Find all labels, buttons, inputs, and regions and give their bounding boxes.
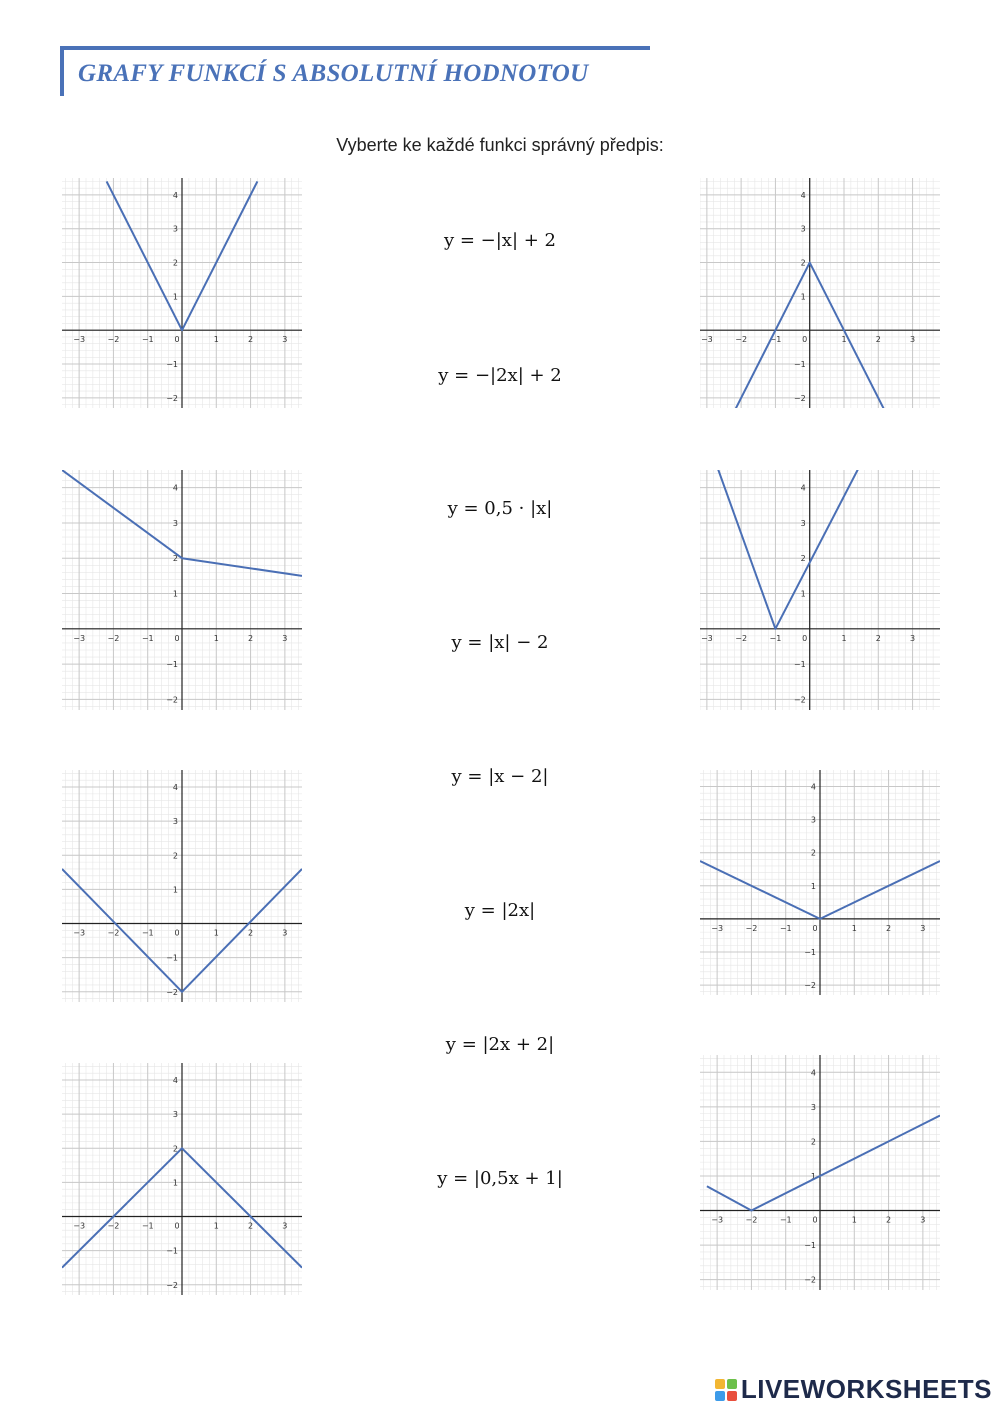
y-tick-label: −2 [804, 1275, 816, 1285]
y-tick-label: 2 [800, 554, 806, 564]
x-tick-label: −3 [73, 633, 86, 643]
title-block [60, 46, 650, 96]
y-tick-label: −1 [804, 947, 816, 957]
x-tick-label: 1 [851, 1215, 857, 1225]
x-tick-label: −2 [107, 1221, 120, 1231]
x-tick-label: −2 [735, 633, 748, 643]
logo-square [727, 1391, 737, 1401]
x-tick-label: 2 [886, 923, 892, 933]
y-tick-label: −2 [166, 393, 178, 403]
x-tick-label: 2 [886, 1215, 892, 1225]
y-tick-label: 2 [810, 1137, 816, 1147]
x-tick-label: 2 [875, 335, 881, 345]
x-tick-label: 0 [174, 633, 180, 643]
graph-5 [700, 178, 940, 408]
x-tick-label: 1 [841, 633, 847, 643]
y-tick-label: 3 [172, 224, 178, 234]
x-tick-label: 3 [282, 633, 288, 643]
formula-option[interactable]: y = 0,5 · |x| [447, 498, 553, 519]
x-tick-label: −3 [700, 633, 713, 643]
x-tick-label: 2 [875, 633, 881, 643]
y-tick-label: 4 [810, 1068, 816, 1078]
liveworksheets-logo [715, 1374, 992, 1405]
title-side-rule [60, 46, 64, 96]
x-tick-label: −3 [711, 1215, 724, 1225]
logo-square [715, 1391, 725, 1401]
y-tick-label: 4 [810, 782, 816, 792]
y-tick-label: 1 [172, 885, 178, 895]
y-tick-label: 1 [800, 589, 806, 599]
page-title: GRAFY FUNKCÍ S ABSOLUTNÍ HODNOTOU [78, 60, 589, 87]
x-tick-label: −1 [141, 633, 154, 643]
x-tick-label: 0 [812, 923, 818, 933]
instruction-text: Vyberte ke každé funkci správný předpis: [336, 135, 664, 155]
formula-option[interactable]: y = |0,5x + 1| [437, 1168, 563, 1189]
x-tick-label: 1 [213, 335, 219, 345]
y-tick-label: 2 [172, 258, 178, 268]
y-tick-label: 4 [172, 1076, 178, 1086]
x-tick-label: 2 [248, 1221, 254, 1231]
x-tick-label: −3 [700, 335, 713, 345]
x-tick-label: 3 [920, 1215, 926, 1225]
y-tick-label: −1 [793, 360, 806, 370]
y-tick-label: −2 [804, 981, 816, 991]
graph-2 [62, 470, 302, 710]
formula-option[interactable]: y = |2x + 2| [445, 1034, 555, 1055]
x-tick-label: 1 [213, 928, 219, 938]
graph-7 [700, 770, 940, 995]
y-tick-label: −2 [793, 393, 806, 403]
x-tick-label: −1 [779, 1215, 792, 1225]
x-tick-label: −3 [73, 928, 86, 938]
x-tick-label: −1 [779, 923, 792, 933]
function-graph-line [707, 1116, 940, 1211]
y-tick-label: 3 [172, 817, 178, 827]
x-tick-label: 3 [282, 928, 288, 938]
x-tick-label: 1 [213, 633, 219, 643]
formula-option[interactable]: y = |x| − 2 [451, 632, 549, 653]
x-tick-label: −1 [769, 633, 782, 643]
graph-8 [700, 1055, 940, 1290]
formula-option[interactable]: y = −|x| + 2 [443, 230, 557, 251]
function-graph-line [717, 470, 859, 629]
graph-6 [700, 470, 940, 710]
x-tick-label: 2 [248, 633, 254, 643]
graph-1 [62, 178, 302, 408]
y-tick-label: −1 [793, 660, 806, 670]
x-tick-label: −2 [107, 335, 120, 345]
y-tick-label: 3 [172, 1110, 178, 1120]
x-tick-label: 3 [910, 633, 916, 643]
x-tick-label: −2 [735, 335, 748, 345]
x-tick-label: −1 [769, 335, 782, 345]
x-tick-label: −2 [745, 923, 758, 933]
y-tick-label: 1 [172, 1178, 178, 1188]
graph-3 [62, 770, 302, 1002]
y-tick-label: 2 [810, 848, 816, 858]
y-tick-label: −2 [166, 1280, 178, 1290]
y-tick-label: 1 [810, 881, 816, 891]
y-tick-label: 2 [172, 851, 178, 861]
y-tick-label: 3 [810, 1102, 816, 1112]
x-tick-label: 3 [920, 923, 926, 933]
y-tick-label: 1 [172, 589, 178, 599]
y-tick-label: 3 [800, 518, 806, 528]
logo-square [715, 1379, 725, 1389]
y-tick-label: −1 [804, 1241, 816, 1251]
y-tick-label: −1 [166, 1246, 178, 1256]
x-tick-label: −2 [107, 928, 120, 938]
y-tick-label: −1 [166, 660, 178, 670]
x-tick-label: 1 [213, 1221, 219, 1231]
y-tick-label: 4 [172, 783, 178, 793]
y-tick-label: 4 [172, 483, 178, 493]
x-tick-label: −3 [73, 335, 86, 345]
graph-4 [62, 1063, 302, 1295]
y-tick-label: 3 [800, 224, 806, 234]
formula-option[interactable]: y = −|2x| + 2 [438, 365, 562, 386]
x-tick-label: 1 [851, 923, 857, 933]
y-tick-label: −2 [166, 695, 178, 705]
y-tick-label: 4 [800, 483, 806, 493]
x-tick-label: 0 [802, 633, 808, 643]
x-tick-label: 3 [282, 335, 288, 345]
y-tick-label: 3 [172, 518, 178, 528]
logo-mark-icon [715, 1379, 737, 1401]
x-tick-label: 3 [282, 1221, 288, 1231]
x-tick-label: 0 [812, 1215, 818, 1225]
x-tick-label: −3 [711, 923, 724, 933]
y-tick-label: 2 [172, 1144, 178, 1154]
x-tick-label: −2 [745, 1215, 758, 1225]
x-tick-label: −2 [107, 633, 120, 643]
y-tick-label: 4 [800, 190, 806, 200]
x-tick-label: −1 [141, 335, 154, 345]
x-tick-label: −1 [141, 928, 154, 938]
logo-text: LIVEWORKSHEETS [740, 1374, 992, 1404]
formula-option[interactable]: y = |2x| [464, 900, 536, 921]
y-tick-label: 4 [172, 190, 178, 200]
y-tick-label: 1 [810, 1171, 816, 1181]
x-tick-label: 0 [174, 928, 180, 938]
x-tick-label: 0 [802, 335, 808, 345]
y-tick-label: 3 [810, 815, 816, 825]
y-tick-label: −2 [166, 987, 178, 997]
x-tick-label: −1 [141, 1221, 154, 1231]
y-tick-label: −1 [166, 360, 178, 370]
x-tick-label: 1 [841, 335, 847, 345]
logo-square [727, 1379, 737, 1389]
y-tick-label: −2 [793, 695, 806, 705]
x-tick-label: −3 [73, 1221, 86, 1231]
y-tick-label: 2 [800, 258, 806, 268]
x-tick-label: 2 [248, 335, 254, 345]
x-tick-label: 2 [248, 928, 254, 938]
y-tick-label: 1 [172, 292, 178, 302]
y-tick-label: 2 [172, 554, 178, 564]
x-tick-label: 0 [174, 1221, 180, 1231]
x-tick-label: 3 [910, 335, 916, 345]
x-tick-label: 0 [174, 335, 180, 345]
y-tick-label: 1 [800, 292, 806, 302]
title-top-rule [60, 46, 650, 50]
formula-option[interactable]: y = |x − 2| [451, 766, 549, 787]
y-tick-label: −1 [166, 953, 178, 963]
